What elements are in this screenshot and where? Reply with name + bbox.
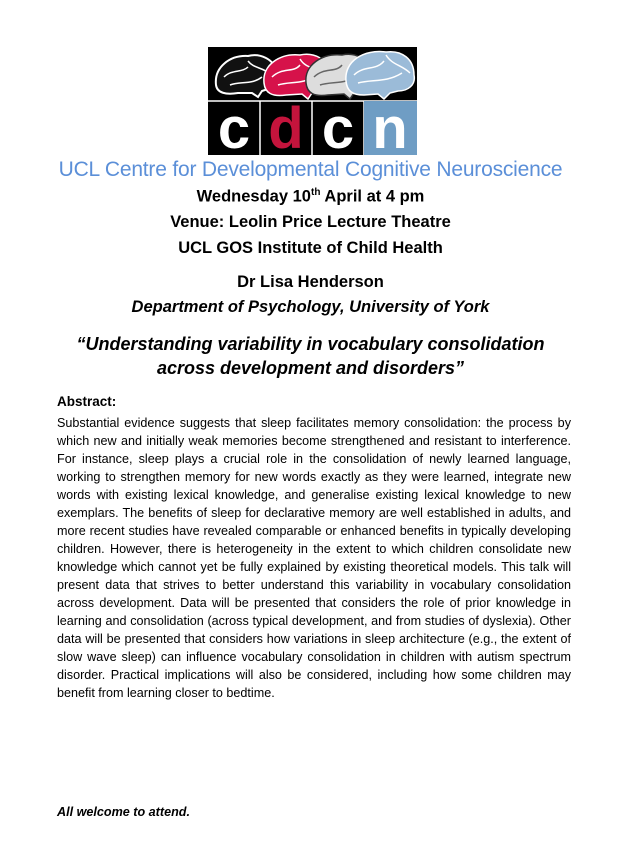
logo-letter-d: d bbox=[268, 96, 304, 155]
event-venue: Venue: Leolin Price Lecture Theatre bbox=[170, 213, 451, 231]
speaker-name: Dr Lisa Henderson bbox=[237, 273, 384, 291]
organisation-name: UCL Centre for Developmental Cognitive Neuroscience bbox=[58, 158, 563, 181]
date-suffix: th bbox=[310, 187, 321, 198]
talk-title-line2: across development and disorders” bbox=[156, 358, 465, 378]
abstract-heading: Abstract: bbox=[57, 394, 117, 409]
welcome-note: All welcome to attend. bbox=[57, 805, 190, 819]
event-date bbox=[0, 187, 621, 207]
talk-title-line1: “Understanding variability in vocabulary consolidation bbox=[76, 334, 545, 354]
logo-letter-c1: c bbox=[217, 96, 251, 155]
abstract-body: Substantial evidence suggests that sleep facilitates memory consolidation: the process by which new and initially weak memories become strengthened and resistant to interference. For instance, sleep plays a crucial role in the consolidation of newly learned language, working to strengthen memory for new words exactly as they were learned, integrate new words with existing lexical knowledge, and generalise existing lexical knowledge to new exemplars. The benefits of sleep for declarative memory are well established in adults, and more recent studies have revealed comparable or enhanced benefits in typically developing children. However, there is heterogeneity in the extent to which children consolidate new knowledge which cannot yet be fully explained by existing theoretical models. This talk will present data that strives to better understand this variability in vocabulary consolidation across development. Data will be presented that considers the role of prior knowledge in learning and consolidation (across typical development, and from studies of dyslexia). Other data will be presented that considers how variations in sleep architecture (e.g., the extent of slow wave sleep) can influence vocabulary consolidation in children with autism spectrum disorder. Practical implications will also be considered, including how some children may benefit from learning closer to bedtime. bbox=[57, 416, 571, 700]
logo-letter-n: n bbox=[372, 96, 408, 155]
talk-title bbox=[0, 332, 621, 380]
logo-letter-c2: c bbox=[321, 96, 355, 155]
date-day: Wednesday 10 bbox=[196, 187, 311, 206]
speaker-affiliation: Department of Psychology, University of York bbox=[131, 298, 490, 316]
event-institute: UCL GOS Institute of Child Health bbox=[178, 239, 443, 257]
date-time: April at 4 pm bbox=[320, 187, 425, 206]
cdcn-logo bbox=[208, 47, 417, 155]
